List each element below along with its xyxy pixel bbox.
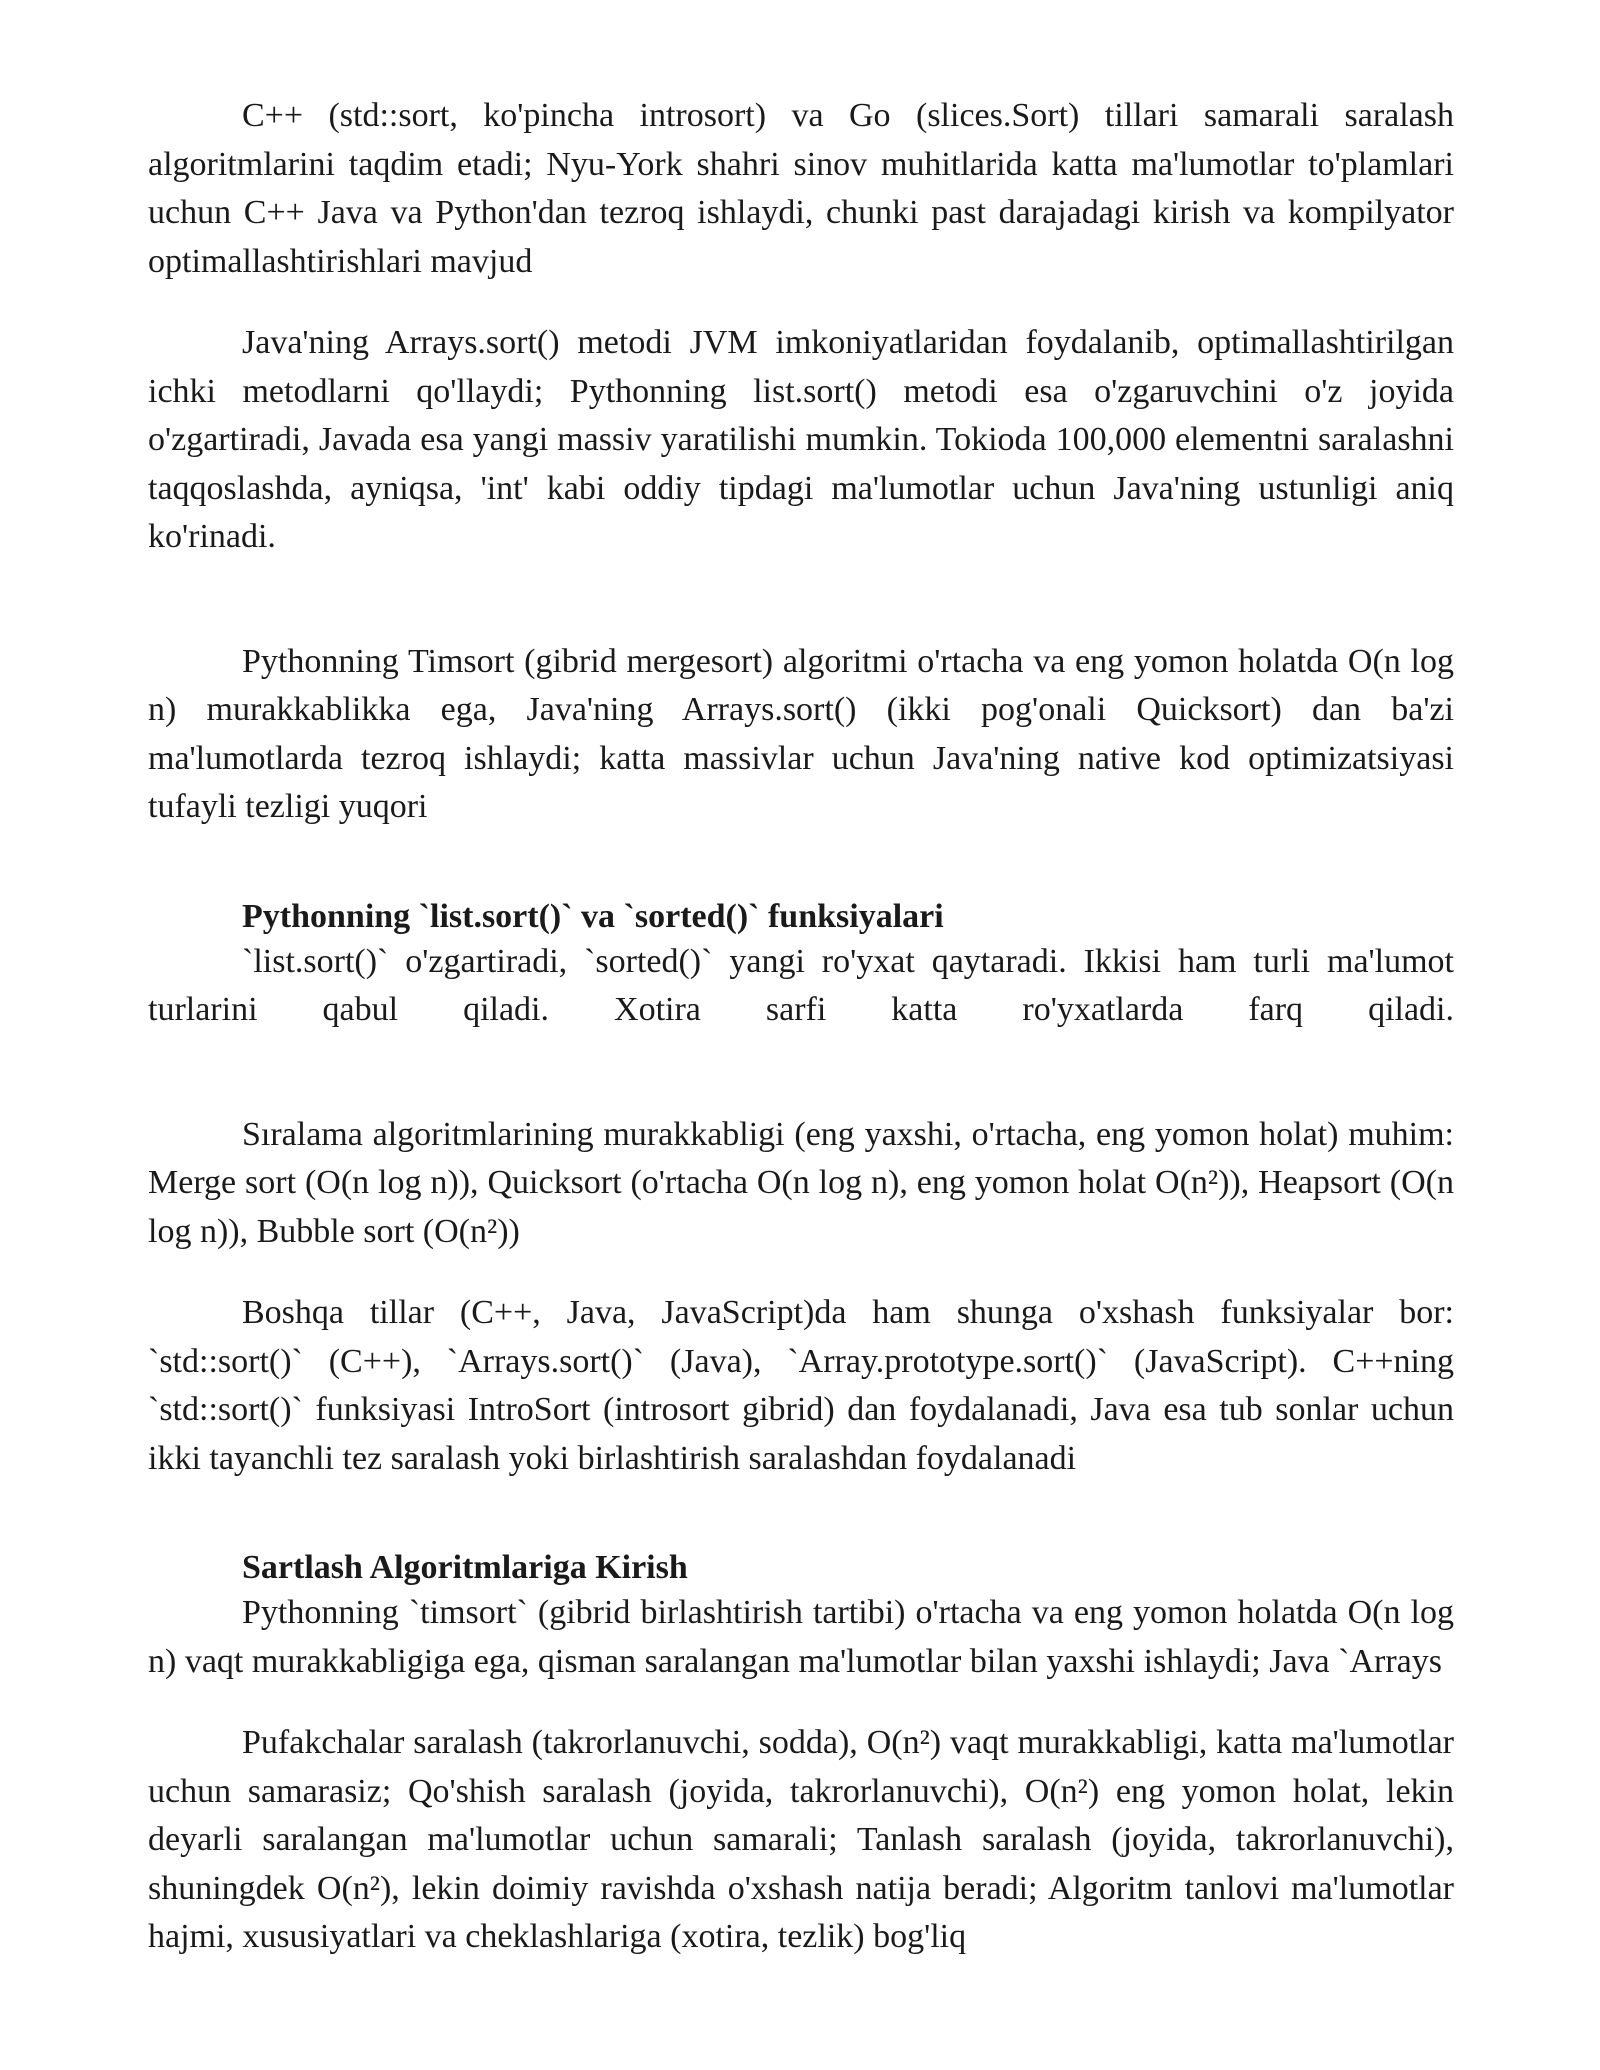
paragraph-python-timsort: Pythonning Timsort (gibrid mergesort) algoritmi o'rtacha va eng yomon holatda O(n log n) murakkablikka ega, Java'ning Arrays.sort() (ikki pog'onali Quicksort) dan ba'zi ma'lumotlarda tezroq ishlaydi; katta massivlar uchun Java'ning native kod optimizatsiyasi tufayli tezligi yuqori: [148, 642, 1454, 825]
heading-python-sort-functions: Pythonning `list.sort()` va `sorted()` funksiyalari: [242, 897, 944, 935]
paragraph-java-arrays-sort: Java'ning Arrays.sort() metodi JVM imkoniyatlaridan foydalanib, optimallashtirilgan ichki metodlarni qo'llaydi; Pythonning list.sort() metodi esa o'zgaruvchini o'z joyida o'zgartiradi, Javada esa yangi massiv yaratilishi mumkin. Tokioda 100,000 elementni saralashni taqqoslashda, ayniqsa, 'int' kabi oddiy tipdagi ma'lumotlar uchun Java'ning ustunligi aniq ko'rinadi.: [148, 324, 1454, 555]
paragraph-python-timsort-complexity: Pythonning `timsort` (gibrid birlashtirish tartibi) o'rtacha va eng yomon holatda O(n log n) vaqt murakkabligiga ega, qisman saralangan ma'lumotlar bilan yaxshi ishlaydi; Java `Arrays: [148, 1594, 1454, 1680]
paragraph-simple-sorting-algorithms: Pufakchalar saralash (takrorlanuvchi, sodda), O(n²) vaqt murakkabligi, katta ma'lumotlar uchun samarasiz; Qo'shish saralash (joyida, takrorlanuvchi), O(n²) eng yomon holat, lekin deyarli saralangan ma'lumotlar uchun samarali; Tanlash saralash (joyida, takrorlanuvchi), shuningdek O(n²), lekin doimiy ravishda o'xshash natija beradi; Algoritm tanlovi ma'lumotlar hajmi, xususiyatlari va cheklashlariga (xotira, tezlik) bog'liq: [148, 1724, 1454, 1955]
heading-sorting-introduction: Sartlash Algoritmlariga Kirish: [242, 1549, 688, 1586]
paragraph-cpp-go-sorting: C++ (std::sort, ko'pincha introsort) va Go (slices.Sort) tillari samarali saralash algoritmlarini taqdim etadi; Nyu-York shahri sinov muhitlarida katta ma'lumotlar to'plamlari uchun C++ Java va Python'dan tezroq ishlaydi, chunki past darajadagi kirish va kompilyator optimallashtirishlari mavjud: [148, 97, 1454, 280]
paragraph-list-sort-vs-sorted: `list.sort()` o'zgartiradi, `sorted()` yangi ro'yxat qaytaradi. Ikkisi ham turli ma'lumot turlarini qabul qiladi. Xotira sarfi katta ro'yxatlarda farq qiladi.: [148, 942, 1454, 1028]
document-page: [148, 92, 1454, 1962]
paragraph-algorithm-complexity: Sıralama algoritmlarining murakkabligi (eng yaxshi, o'rtacha, eng yomon holat) muhim: Merge sort (O(n log n)), Quicksort (o'rtacha O(n log n), eng yomon holat O(n²)), Heapsort (O(n log n)), Bubble sort (O(n²)): [148, 1115, 1454, 1250]
paragraph-other-languages: Boshqa tillar (C++, Java, JavaScript)da ham shunga o'xshash funksiyalar bor: `std::sort()` (C++), `Arrays.sort()` (Java), `Array.prototype.sort()` (JavaScript). C++ning `std::sort()` funksiyasi IntroSort (introsort gibrid) dan foydalanadi, Java esa tub sonlar uchun ikki tayanchli tez saralash yoki birlashtirish saralashdan foydalanadi: [148, 1294, 1454, 1477]
